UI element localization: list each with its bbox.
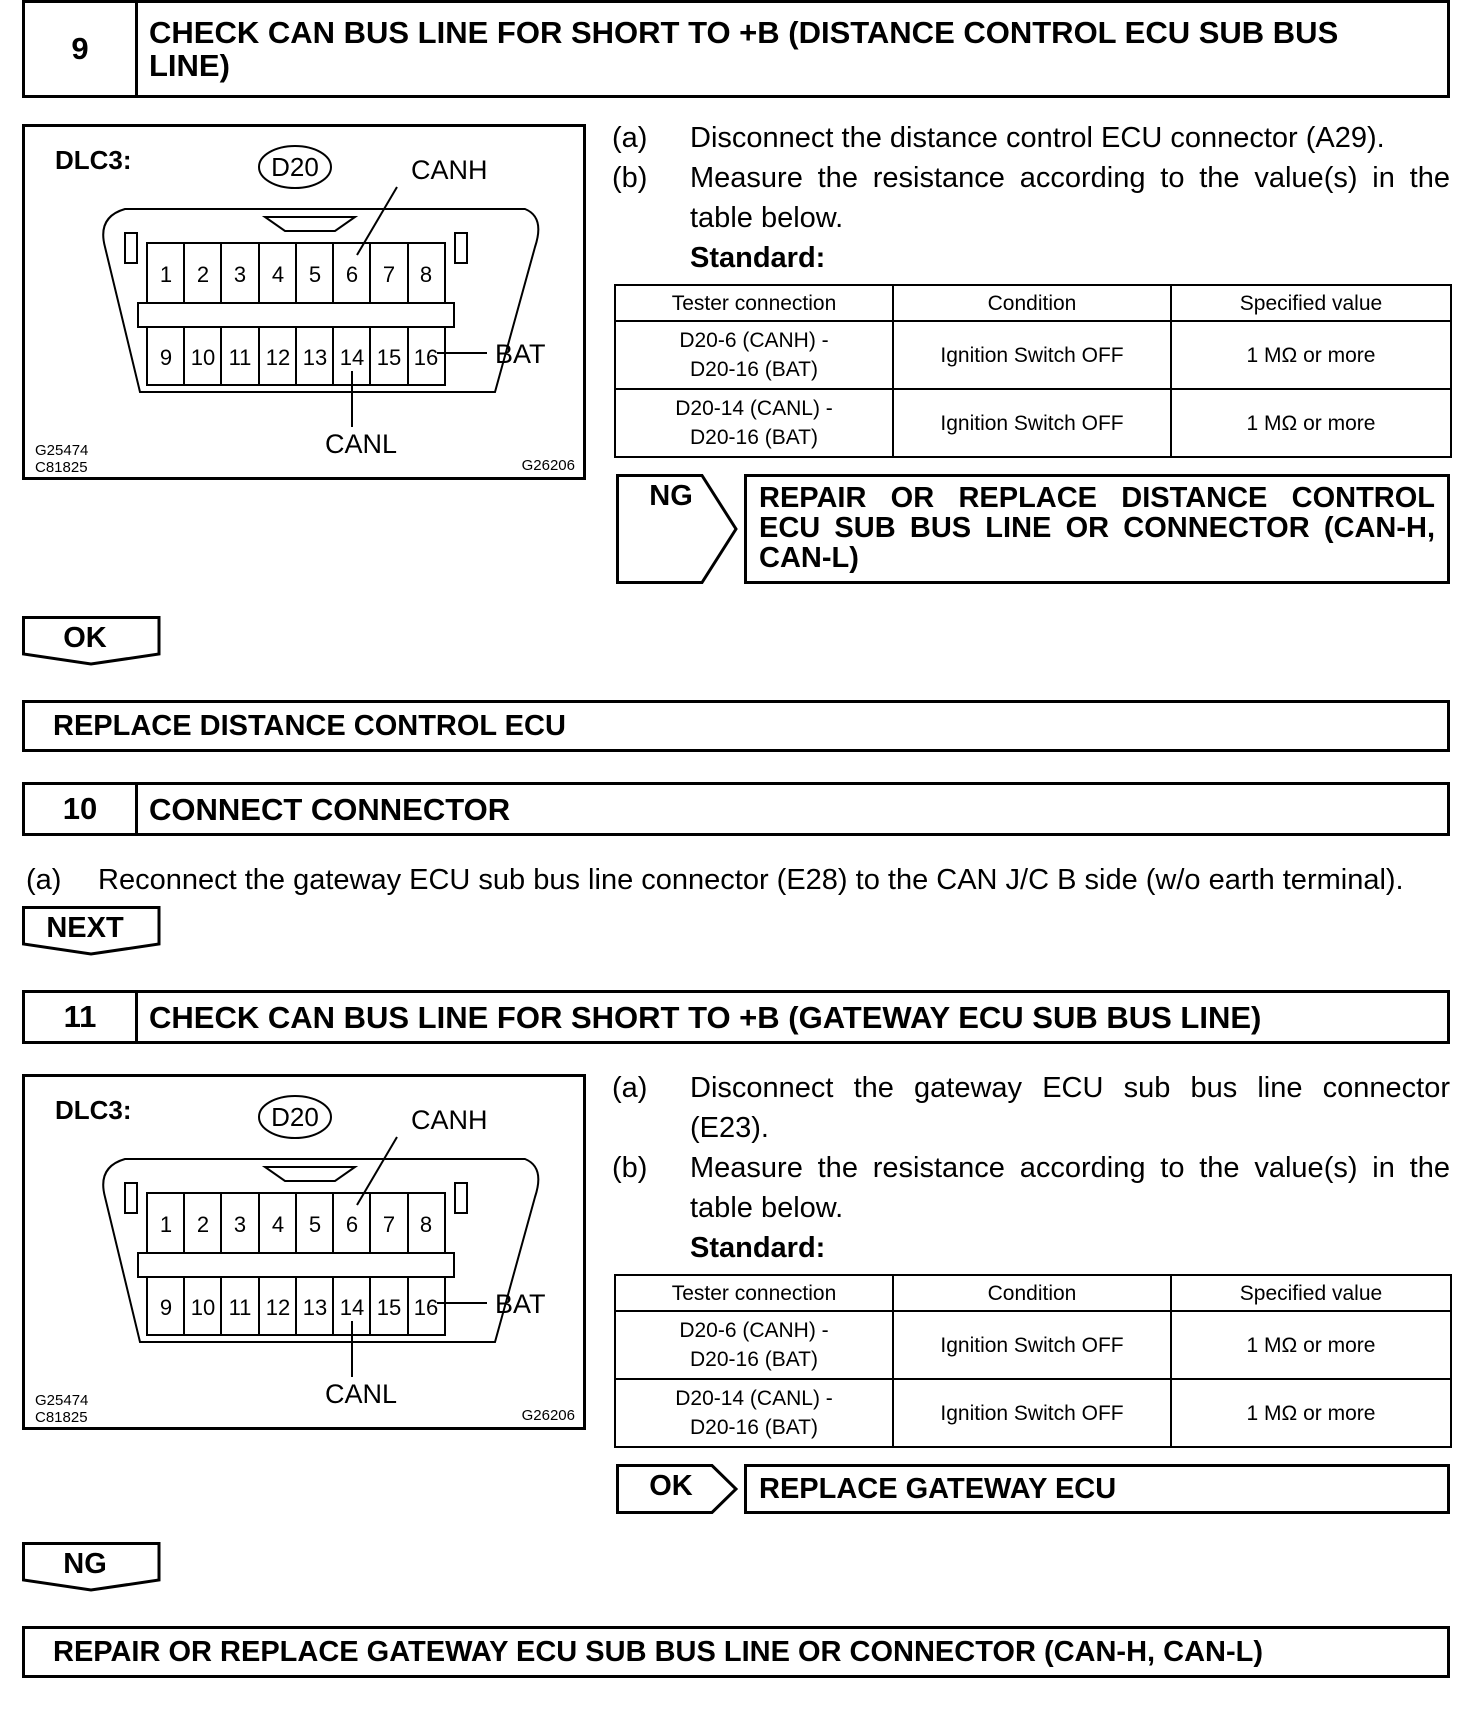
instruction-label: (a)	[26, 864, 62, 896]
pin-12: 12	[265, 1295, 291, 1320]
step-10-header	[22, 782, 1450, 836]
dlc3-diagram	[25, 127, 583, 477]
tester-connection-cell	[615, 1311, 893, 1379]
conn-line-1: D20-6 (CANH) -	[679, 1319, 829, 1342]
tester-connection-cell	[615, 1379, 893, 1447]
instruction-label: (b)	[612, 1152, 648, 1184]
condition-cell: Ignition Switch OFF	[893, 1379, 1171, 1447]
pin-dividers	[184, 243, 408, 385]
canl-label: CANL	[325, 1379, 398, 1409]
table-row	[615, 321, 1451, 389]
header-tester-connection: Tester connection	[615, 1275, 893, 1311]
header-specified-value: Specified value	[1171, 285, 1451, 321]
bat-label: BAT	[495, 1289, 546, 1319]
canh-label: CANH	[411, 155, 488, 185]
instruction-text: Measure the resistance according to the value(s) in the table below.	[690, 162, 1450, 234]
instruction-a	[612, 118, 1450, 158]
header-specified-value: Specified value	[1171, 1275, 1451, 1311]
condition-cell: Ignition Switch OFF	[893, 321, 1171, 389]
conn-line-2: D20-16 (BAT)	[690, 1348, 818, 1371]
pin-6: 6	[345, 262, 359, 287]
pin-12: 12	[265, 345, 291, 370]
pin-11: 11	[228, 1295, 252, 1320]
result-label: OK	[649, 1470, 693, 1502]
pin-4: 4	[271, 262, 285, 287]
step-title: CHECK CAN BUS LINE FOR SHORT TO +B (DISTANCE CONTROL ECU SUB BUS LINE)	[149, 15, 1339, 83]
result-text: REPAIR OR REPLACE DISTANCE CONTROL ECU SUB BUS LINE OR CONNECTOR (CAN-H, CAN-L)	[759, 482, 1435, 574]
pin-13: 13	[302, 345, 328, 370]
pin-3: 3	[233, 262, 247, 287]
pin-8: 8	[419, 1212, 433, 1237]
action-text: REPAIR OR REPLACE GATEWAY ECU SUB BUS LINE OR CONNECTOR (CAN-H, CAN-L)	[53, 1635, 1263, 1668]
instruction-text: Disconnect the gateway ECU sub bus line connector (E23).	[690, 1072, 1450, 1144]
step-number: 10	[25, 785, 138, 833]
step-9-action	[22, 700, 1450, 752]
instruction-label: (a)	[612, 122, 648, 154]
pin-14: 14	[339, 1295, 365, 1320]
step-title: CHECK CAN BUS LINE FOR SHORT TO +B (GATEWAY ECU SUB BUS LINE)	[149, 999, 1262, 1035]
figure-code-2: C81825	[35, 459, 88, 476]
connector-id: D20	[271, 152, 319, 182]
dlc3-connector-figure	[22, 124, 586, 480]
dlc3-diagram	[25, 1077, 583, 1427]
figure-code-right: G26206	[521, 1407, 575, 1424]
step-title: CONNECT CONNECTOR	[149, 791, 511, 827]
instruction-text: Reconnect the gateway ECU sub bus line connector (E28) to the CAN J/C B side (w/o earth terminal).	[98, 864, 1404, 896]
conn-line-1: D20-14 (CANL) -	[675, 1387, 833, 1410]
instruction-label: (a)	[612, 1072, 648, 1104]
pin-11: 11	[228, 345, 252, 370]
instruction-b	[612, 158, 1450, 238]
bat-label: BAT	[495, 339, 546, 369]
pin-10: 10	[190, 1295, 216, 1320]
pin-15: 15	[376, 345, 402, 370]
next-flow-tag	[22, 906, 162, 956]
instruction-text: Measure the resistance according to the value(s) in the table below.	[690, 1152, 1450, 1224]
pin-13: 13	[302, 1295, 328, 1320]
pin-9: 9	[159, 1295, 173, 1320]
canl-label: CANL	[325, 429, 398, 459]
table-row	[615, 389, 1451, 457]
latch-right	[455, 233, 467, 263]
table-header-row	[615, 285, 1451, 321]
pin-6: 6	[345, 1212, 359, 1237]
canh-label: CANH	[411, 1105, 488, 1135]
latch-left	[125, 233, 137, 263]
connector-id: D20	[271, 1102, 319, 1132]
conn-line-1: D20-6 (CANH) -	[679, 329, 829, 352]
value-cell: 1 MΩ or more	[1171, 389, 1451, 457]
pin-dividers	[184, 1193, 408, 1335]
instruction-text: Disconnect the distance control ECU connector (A29).	[690, 122, 1385, 154]
pin-5: 5	[308, 1212, 322, 1237]
pin-4: 4	[271, 1212, 285, 1237]
table-header-row	[615, 1275, 1451, 1311]
pin-16: 16	[413, 345, 439, 370]
pin-7: 7	[382, 1212, 396, 1237]
result-text: REPLACE GATEWAY ECU	[759, 1473, 1117, 1505]
conn-line-2: D20-16 (BAT)	[690, 426, 818, 449]
value-cell: 1 MΩ or more	[1171, 321, 1451, 389]
ng-result-box	[744, 474, 1450, 584]
flow-label: OK	[63, 622, 107, 654]
standard-label: Standard:	[690, 1232, 826, 1264]
latch-right	[455, 1183, 467, 1213]
value-cell: 1 MΩ or more	[1171, 1311, 1451, 1379]
ng-result-arrow	[616, 474, 740, 584]
key-notch	[265, 1167, 355, 1181]
pin-2: 2	[196, 1212, 210, 1237]
flow-label: NG	[63, 1548, 107, 1580]
figure-code-2: C81825	[35, 1409, 88, 1426]
canh-leader	[357, 187, 397, 255]
action-text: REPLACE DISTANCE CONTROL ECU	[53, 709, 566, 742]
dlc3-connector-figure	[22, 1074, 586, 1430]
center-rib	[138, 303, 454, 327]
figure-code-right: G26206	[521, 457, 575, 474]
instruction-label: (b)	[612, 162, 648, 194]
pin-1: 1	[159, 1212, 173, 1237]
flow-label: NEXT	[46, 912, 124, 944]
canh-leader	[357, 1137, 397, 1205]
pin-3: 3	[233, 1212, 247, 1237]
pin-15: 15	[376, 1295, 402, 1320]
result-label: NG	[649, 480, 693, 512]
key-notch	[265, 217, 355, 231]
step-number: 11	[25, 993, 138, 1041]
figure-code-1: G25474	[35, 442, 89, 459]
instruction-a	[612, 1068, 1450, 1148]
conn-line-1: D20-14 (CANL) -	[675, 397, 833, 420]
step-number: 9	[25, 3, 138, 95]
step-11-spec-table	[614, 1274, 1452, 1448]
pin-2: 2	[196, 262, 210, 287]
pin-7: 7	[382, 262, 396, 287]
step-9-instructions	[612, 118, 1450, 278]
step-11-instructions	[612, 1068, 1450, 1268]
conn-line-2: D20-16 (BAT)	[690, 1416, 818, 1439]
step-9-spec-table	[614, 284, 1452, 458]
figure-title: DLC3:	[55, 145, 132, 175]
pin-16: 16	[413, 1295, 439, 1320]
step-11-header	[22, 990, 1450, 1044]
ok-flow-tag	[22, 616, 162, 666]
pin-10: 10	[190, 345, 216, 370]
pin-5: 5	[308, 262, 322, 287]
ok-result-box	[744, 1464, 1450, 1514]
pin-9: 9	[159, 345, 173, 370]
table-row	[615, 1311, 1451, 1379]
step-10-instruction	[26, 864, 1450, 897]
value-cell: 1 MΩ or more	[1171, 1379, 1451, 1447]
conn-line-2: D20-16 (BAT)	[690, 358, 818, 381]
latch-left	[125, 1183, 137, 1213]
header-tester-connection: Tester connection	[615, 285, 893, 321]
header-condition: Condition	[893, 285, 1171, 321]
pin-1: 1	[159, 262, 173, 287]
step-11-action	[22, 1626, 1450, 1678]
table-row	[615, 1379, 1451, 1447]
step-9-header	[22, 0, 1450, 98]
standard-label: Standard:	[690, 242, 826, 274]
ok-result-arrow	[616, 1464, 740, 1514]
center-rib	[138, 1253, 454, 1277]
instruction-b	[612, 1148, 1450, 1228]
tester-connection-cell	[615, 389, 893, 457]
figure-title: DLC3:	[55, 1095, 132, 1125]
tester-connection-cell	[615, 321, 893, 389]
condition-cell: Ignition Switch OFF	[893, 389, 1171, 457]
pin-14: 14	[339, 345, 365, 370]
figure-code-1: G25474	[35, 1392, 89, 1409]
ng-flow-tag	[22, 1542, 162, 1592]
pin-8: 8	[419, 262, 433, 287]
condition-cell: Ignition Switch OFF	[893, 1311, 1171, 1379]
header-condition: Condition	[893, 1275, 1171, 1311]
